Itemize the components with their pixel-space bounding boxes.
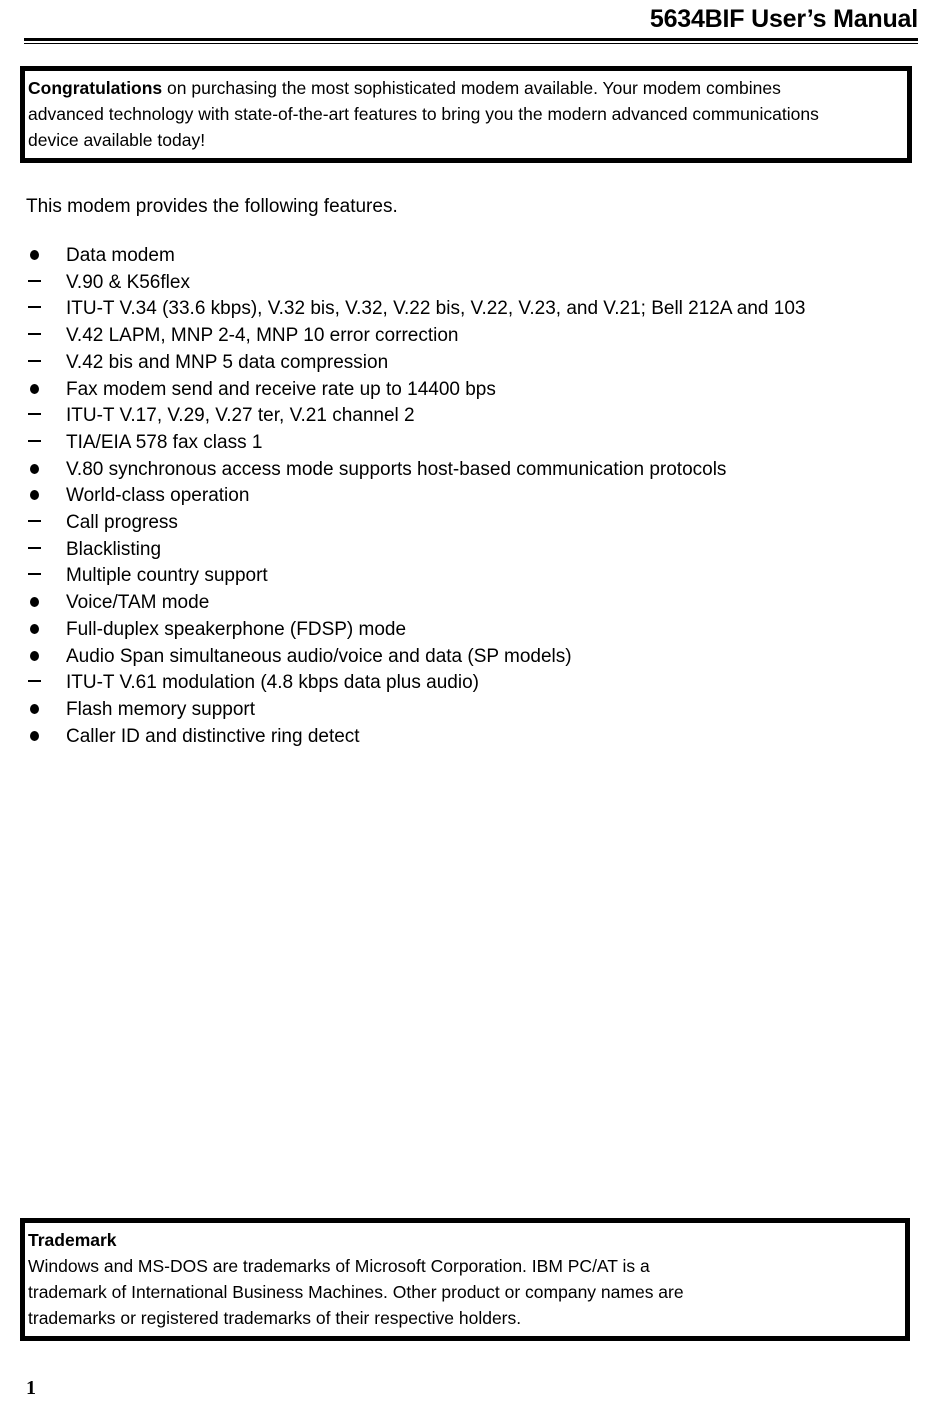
feature-list-item <box>26 457 926 484</box>
trademark-line-1: Windows and MS-DOS are trademarks of Microsoft Corporation. IBM PC/AT is a <box>28 1256 650 1276</box>
dash-marker-icon <box>26 430 52 457</box>
dash-icon <box>28 413 41 415</box>
page-number: 1 <box>26 1377 36 1399</box>
trademark-line-2: trademark of International Business Machines. Other product or company names are <box>28 1282 684 1302</box>
dash-marker-icon <box>26 563 52 590</box>
feature-list-item <box>26 563 926 590</box>
feature-list-item <box>26 296 926 323</box>
bullet-marker-icon <box>26 243 52 270</box>
filled-circle-icon <box>30 651 39 661</box>
filled-circle-icon <box>30 704 39 714</box>
feature-item-label: Caller ID and distinctive ring detect <box>66 725 360 747</box>
page-header <box>24 4 918 44</box>
dash-marker-icon <box>26 270 52 297</box>
feature-item-label: Voice/TAM mode <box>66 592 210 614</box>
trademark-callout-box <box>20 1218 910 1341</box>
feature-list-item <box>26 377 926 404</box>
trademark-line-3: trademarks or registered trademarks of their respective holders. <box>28 1308 522 1328</box>
feature-item-label: V.42 LAPM, MNP 2-4, MNP 10 error correction <box>66 325 459 347</box>
feature-item-label: Blacklisting <box>66 538 162 560</box>
feature-item-label: V.80 synchronous access mode supports host-based communication protocols <box>66 458 727 480</box>
feature-list-item <box>26 350 926 377</box>
trademark-heading: Trademark <box>28 1230 117 1250</box>
feature-item-label: World-class operation <box>66 485 250 507</box>
dash-marker-icon <box>26 323 52 350</box>
feature-list-item <box>26 590 926 617</box>
bullet-marker-icon <box>26 724 52 751</box>
dash-marker-icon <box>26 403 52 430</box>
dash-icon <box>28 440 41 442</box>
feature-list-item <box>26 670 926 697</box>
feature-list-item <box>26 537 926 564</box>
feature-list-item <box>26 483 926 510</box>
feature-item-label: ITU-T V.34 (33.6 kbps), V.32 bis, V.32, V.22 bis, V.22, V.23, and V.21; Bell 212A and 103 <box>66 298 806 320</box>
feature-list-item <box>26 724 926 751</box>
filled-circle-icon <box>30 597 39 607</box>
feature-item-label: Flash memory support <box>66 698 256 720</box>
feature-list-item <box>26 430 926 457</box>
bullet-marker-icon <box>26 617 52 644</box>
feature-item-label: V.90 & K56flex <box>66 271 190 293</box>
features-intro-text: This modem provides the following features. <box>26 196 398 217</box>
congratulations-line-2: advanced technology with state-of-the-art features to bring you the modern advanced communications <box>28 104 819 124</box>
dash-marker-icon <box>26 296 52 323</box>
dash-icon <box>28 333 41 335</box>
feature-list-item <box>26 270 926 297</box>
feature-list-item <box>26 243 926 270</box>
feature-list-item <box>26 323 926 350</box>
dash-icon <box>28 280 41 282</box>
feature-list-item <box>26 617 926 644</box>
filled-circle-icon <box>30 490 39 500</box>
dash-icon <box>28 360 41 362</box>
congratulations-line-3: device available today! <box>28 130 206 150</box>
feature-list-item <box>26 697 926 724</box>
feature-item-label: Full-duplex speakerphone (FDSP) mode <box>66 618 407 640</box>
dash-icon <box>28 306 41 308</box>
feature-list-item <box>26 510 926 537</box>
feature-item-label: ITU-T V.17, V.29, V.27 ter, V.21 channel 2 <box>66 405 415 427</box>
feature-item-label: Fax modem send and receive rate up to 14400 bps <box>66 378 496 400</box>
feature-list-item <box>26 403 926 430</box>
filled-circle-icon <box>30 464 39 474</box>
feature-item-label: V.42 bis and MNP 5 data compression <box>66 351 389 373</box>
feature-item-label: TIA/EIA 578 fax class 1 <box>66 431 263 453</box>
filled-circle-icon <box>30 624 39 634</box>
feature-item-label: Data modem <box>66 245 175 266</box>
filled-circle-icon <box>30 384 39 394</box>
dash-marker-icon <box>26 350 52 377</box>
dash-icon <box>28 680 41 682</box>
dash-icon <box>28 520 41 522</box>
bullet-marker-icon <box>26 697 52 724</box>
congratulations-lead-word: Congratulations <box>28 78 163 98</box>
congratulations-callout-inner <box>24 70 908 159</box>
dash-marker-icon <box>26 537 52 564</box>
feature-list <box>26 243 926 750</box>
bullet-marker-icon <box>26 457 52 484</box>
feature-item-label: ITU-T V.61 modulation (4.8 kbps data plus audio) <box>66 672 479 694</box>
feature-item-label: Call progress <box>66 512 178 534</box>
feature-item-label: Multiple country support <box>66 565 268 587</box>
page-title: 5634BIF User’s Manual <box>649 5 918 33</box>
dash-icon <box>28 547 41 549</box>
bullet-marker-icon <box>26 644 52 671</box>
congratulations-text-1: on purchasing the most sophisticated modem available. Your modem combines <box>167 78 781 98</box>
feature-list-item <box>26 644 926 671</box>
bullet-marker-icon <box>26 377 52 404</box>
header-divider-rule <box>24 38 918 44</box>
trademark-callout-inner <box>24 1222 906 1337</box>
bullet-marker-icon <box>26 483 52 510</box>
congratulations-callout-box <box>20 66 912 163</box>
dash-marker-icon <box>26 510 52 537</box>
dash-icon <box>28 573 41 575</box>
bullet-marker-icon <box>26 590 52 617</box>
filled-circle-icon <box>30 731 39 741</box>
congratulations-line-1 <box>28 75 904 101</box>
feature-item-label: Audio Span simultaneous audio/voice and data (SP models) <box>66 645 572 667</box>
dash-marker-icon <box>26 670 52 697</box>
filled-circle-icon <box>30 250 39 260</box>
